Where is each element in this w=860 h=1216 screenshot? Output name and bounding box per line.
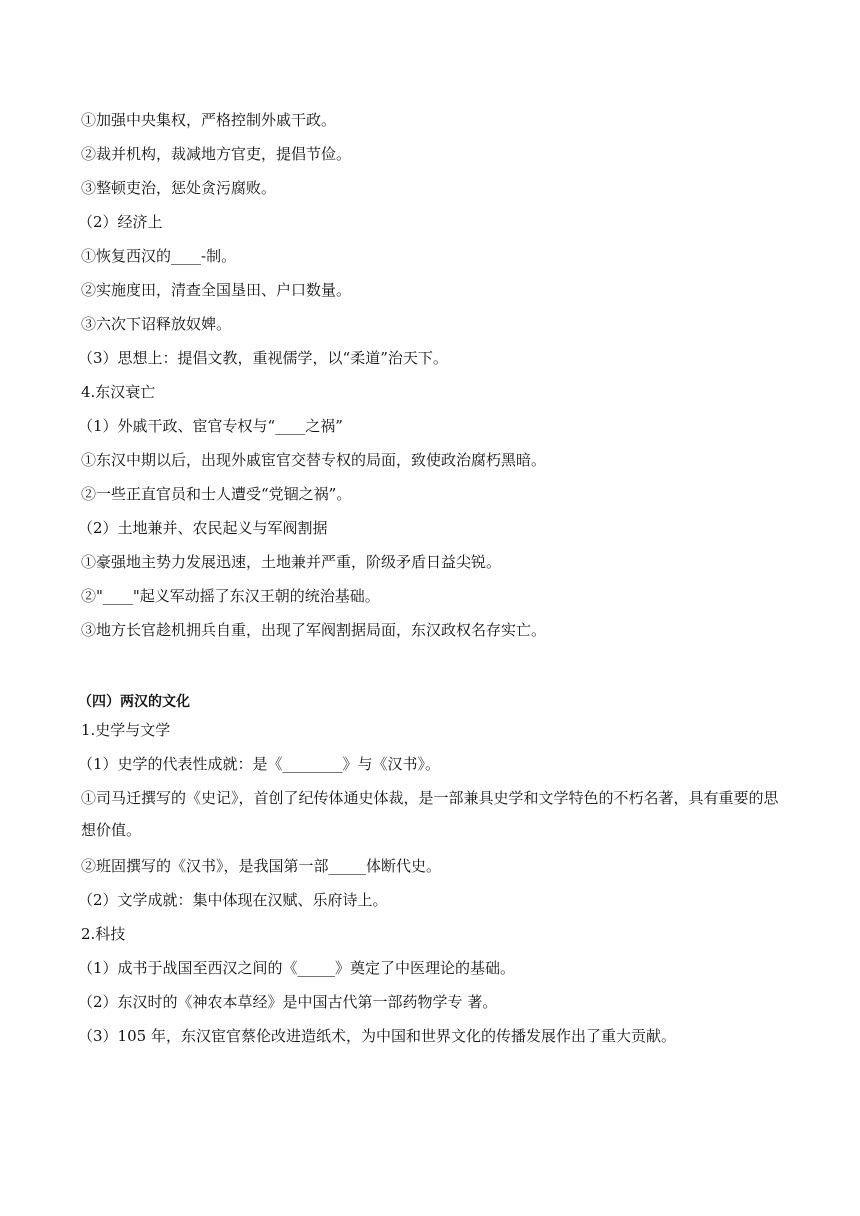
text-line: （2）土地兼并、农民起义与军阀割据 bbox=[78, 519, 328, 537]
text-line: ③六次下诏释放奴婢。 bbox=[81, 315, 232, 333]
text-line: ①东汉中期以后，出现外戚宦官交替专权的局面，致使政治腐朽黑暗。 bbox=[81, 451, 547, 469]
text-line: （3）105 年，东汉宦官蔡伦改进造纸术，为中国和世界文化的传播发展作出了重大贡献。 bbox=[78, 1027, 676, 1045]
text-line: （3）思想上：提倡文教，重视儒学，以“柔道”治天下。 bbox=[78, 349, 448, 367]
text-line: ①豪强地主势力发展迅速，土地兼并严重，阶级矛盾日益尖锐。 bbox=[81, 553, 502, 571]
text-line: （2）文学成就：集中体现在汉赋、乐府诗上。 bbox=[78, 891, 388, 909]
text-line: ②一些正直官员和士人遭受“党锢之祸”。 bbox=[81, 485, 352, 503]
text-line: ③整顿吏治，惩处贪污腐败。 bbox=[81, 179, 277, 197]
text-line: ②"____"起义军动摇了东汉王朝的统治基础。 bbox=[81, 587, 380, 605]
text-line: ③地方长官趁机拥兵自重，出现了军阀割据局面，东汉政权名存实亡。 bbox=[81, 621, 547, 639]
text-line: （1）外戚干政、宦官专权与“____之祸” bbox=[78, 417, 343, 435]
text-line: （2）东汉时的《神农本草经》是中国古代第一部药物学专 著。 bbox=[78, 993, 498, 1011]
section-heading: （2）经济上 bbox=[78, 213, 163, 231]
section-heading: 4.东汉衰亡 bbox=[81, 383, 156, 401]
text-line: （1）成书于战国至西汉之间的《_____》奠定了中医理论的基础。 bbox=[78, 959, 516, 977]
text-line: ②裁并机构，裁减地方官吏，提倡节俭。 bbox=[81, 145, 352, 163]
section-heading: 2.科技 bbox=[81, 925, 126, 943]
text-line: ①加强中央集权，严格控制外戚干政。 bbox=[81, 111, 337, 129]
text-paragraph: ①司马迁撰写的《史记》，首创了纪传体通史体裁，是一部兼具史学和文学特色的不朽名著，具有重要的思想价值。 bbox=[81, 789, 779, 839]
section-title: （四）两汉的文化 bbox=[78, 694, 190, 710]
text-line: ①恢复西汉的____-制。 bbox=[81, 247, 237, 265]
text-line: ②班固撰写的《汉书》，是我国第一部_____体断代史。 bbox=[81, 857, 442, 875]
text-line: （1）史学的代表性成就：是《________》与《汉书》。 bbox=[78, 755, 441, 773]
section-heading: 1.史学与文学 bbox=[81, 721, 171, 739]
text-line: ②实施度田，清查全国垦田、户口数量。 bbox=[81, 281, 352, 299]
